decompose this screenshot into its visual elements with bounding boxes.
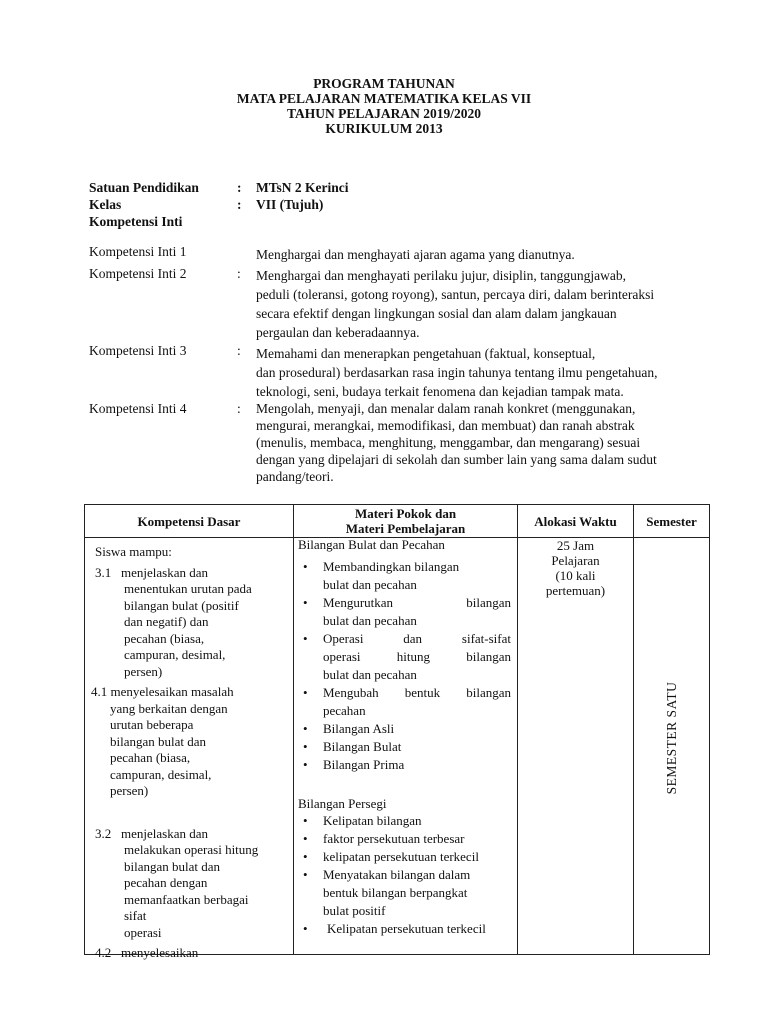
title-line-3: TAHUN PELAJARAN 2019/2020	[286, 106, 481, 121]
kompetensi-dasar-cell	[85, 538, 294, 960]
header-semester: Semester	[634, 505, 710, 538]
list-item: • Kelipatan persekutuan terkecil	[298, 920, 511, 938]
aw-line-3: (10 kali	[555, 568, 596, 583]
semester-label: SEMESTER SATU	[663, 681, 679, 795]
kelas-colon: :	[237, 197, 242, 212]
list-item: • Mengubah bentuk bilangan pecahan	[298, 684, 511, 720]
table-row	[85, 538, 710, 955]
ki-2-text: Menghargai dan menghayati perilaku jujur, disiplin, tanggungjawab, peduli (toleransi, gotong royong), santun, percaya diri, dalam berinteraksi secara efektif dengan lingkungan sosial dan alam dalam jangkauan pergaulan dan keberadaannya.	[256, 268, 655, 340]
list-item: • Bilangan Asli	[298, 720, 511, 738]
kd-4-2: 4.2 menyelesaikan	[95, 945, 199, 960]
kd-3-1: 3.1 menjelaskan dan menentukan urutan pada bilangan bulat (positif dan negatif) dan pecahan (biasa, campuran, desimal, persen)	[95, 564, 252, 679]
alokasi-waktu-cell	[518, 538, 634, 955]
list-item: • Menyatakan bilangan dalam bentuk bilangan berpangkat bulat positif	[298, 866, 511, 920]
kd-intro: Siswa mampu:	[95, 544, 172, 559]
table-header-row	[85, 505, 710, 538]
list-item: • kelipatan persekutuan terkecil	[298, 848, 511, 866]
title-line-2: MATA PELAJARAN MATEMATIKA KELAS VII	[236, 91, 532, 106]
header-materi-pokok: Materi Pokok dan Materi Pembelajaran	[294, 505, 518, 538]
semester-cell	[634, 538, 710, 955]
aw-line-1: 25 Jam	[556, 538, 595, 553]
satuan-value: MTsN 2 Kerinci	[256, 180, 349, 195]
title-line-1: PROGRAM TAHUNAN	[313, 76, 455, 91]
list-item: • Mengurutkan bilangan bulat dan pecahan	[298, 594, 511, 630]
mp-heading-bilangan-persegi: Bilangan Persegi	[298, 796, 387, 811]
kelas-label: Kelas	[89, 197, 122, 212]
ki-2-colon: :	[237, 266, 241, 281]
ki-4-colon: :	[237, 401, 241, 416]
list-item: • Bilangan Prima	[298, 756, 511, 774]
ki-4-label: Kompetensi Inti 4	[89, 401, 187, 416]
ki-4-text: Mengolah, menyaji, dan menalar dalam ranah konkret (menggunakan, mengurai, merangkai, memodifikasi, dan membuat) dan ranah abstrak (menulis, membaca, menghitung, menggambar, dan mengarang) sesuai dengan yang dipelajari di sekolah dan sumber lain yang sama dalam sudut pandang/teori.	[256, 401, 657, 484]
header-kompetensi-dasar: Kompetensi Dasar	[85, 505, 294, 538]
satuan-colon: :	[237, 180, 242, 195]
materi-pokok-cell	[294, 538, 518, 955]
list-item: • Membandingkan bilangan bulat dan pecahan	[298, 558, 511, 594]
ki-1-text: Menghargai dan menghayati ajaran agama yang dianutnya.	[256, 247, 575, 262]
ki-1-label: Kompetensi Inti 1	[89, 244, 187, 259]
kd-3-2: 3.2 menjelaskan dan melakukan operasi hitung bilangan bulat dan pecahan dengan memanfaatkan berbagai sifat operasi	[95, 825, 259, 940]
ki-2-label: Kompetensi Inti 2	[89, 266, 187, 281]
satuan-label: Satuan Pendidikan	[89, 180, 199, 195]
document-title	[0, 76, 768, 136]
mp-list-2	[298, 812, 511, 938]
aw-line-2: Pelajaran	[551, 553, 600, 568]
list-item: • Kelipatan bilangan	[298, 812, 511, 830]
kelas-value: VII (Tujuh)	[256, 197, 324, 212]
mp-heading-bilangan-bulat: Bilangan Bulat dan Pecahan	[298, 537, 445, 552]
kd-4-1: 4.1 menyelesaikan masalah yang berkaitan dengan urutan beberapa bilangan bulat dan pecahan (biasa, campuran, desimal, persen)	[91, 684, 234, 798]
list-item: • Operasi dan sifat-sifat operasi hitung bilangan bulat dan pecahan	[298, 630, 511, 684]
header-alokasi-waktu: Alokasi Waktu	[518, 505, 634, 538]
mp-list-1	[298, 558, 511, 774]
ki-3-text: Memahami dan menerapkan pengetahuan (faktual, konseptual, dan prosedural) berdasarkan rasa ingin tahunya tentang ilmu pengetahuan, teknologi, seni, budaya terkait fenomena dan kejadian tampak mata.	[256, 346, 658, 399]
aw-line-4: pertemuan)	[545, 583, 606, 598]
ki-3-colon: :	[237, 343, 241, 358]
ki-3-label: Kompetensi Inti 3	[89, 343, 187, 358]
ki-heading: Kompetensi Inti	[89, 214, 183, 229]
program-table	[84, 504, 710, 960]
title-line-4: KURIKULUM 2013	[325, 121, 443, 136]
list-item: • Bilangan Bulat	[298, 738, 511, 756]
list-item: • faktor persekutuan terbesar	[298, 830, 511, 848]
